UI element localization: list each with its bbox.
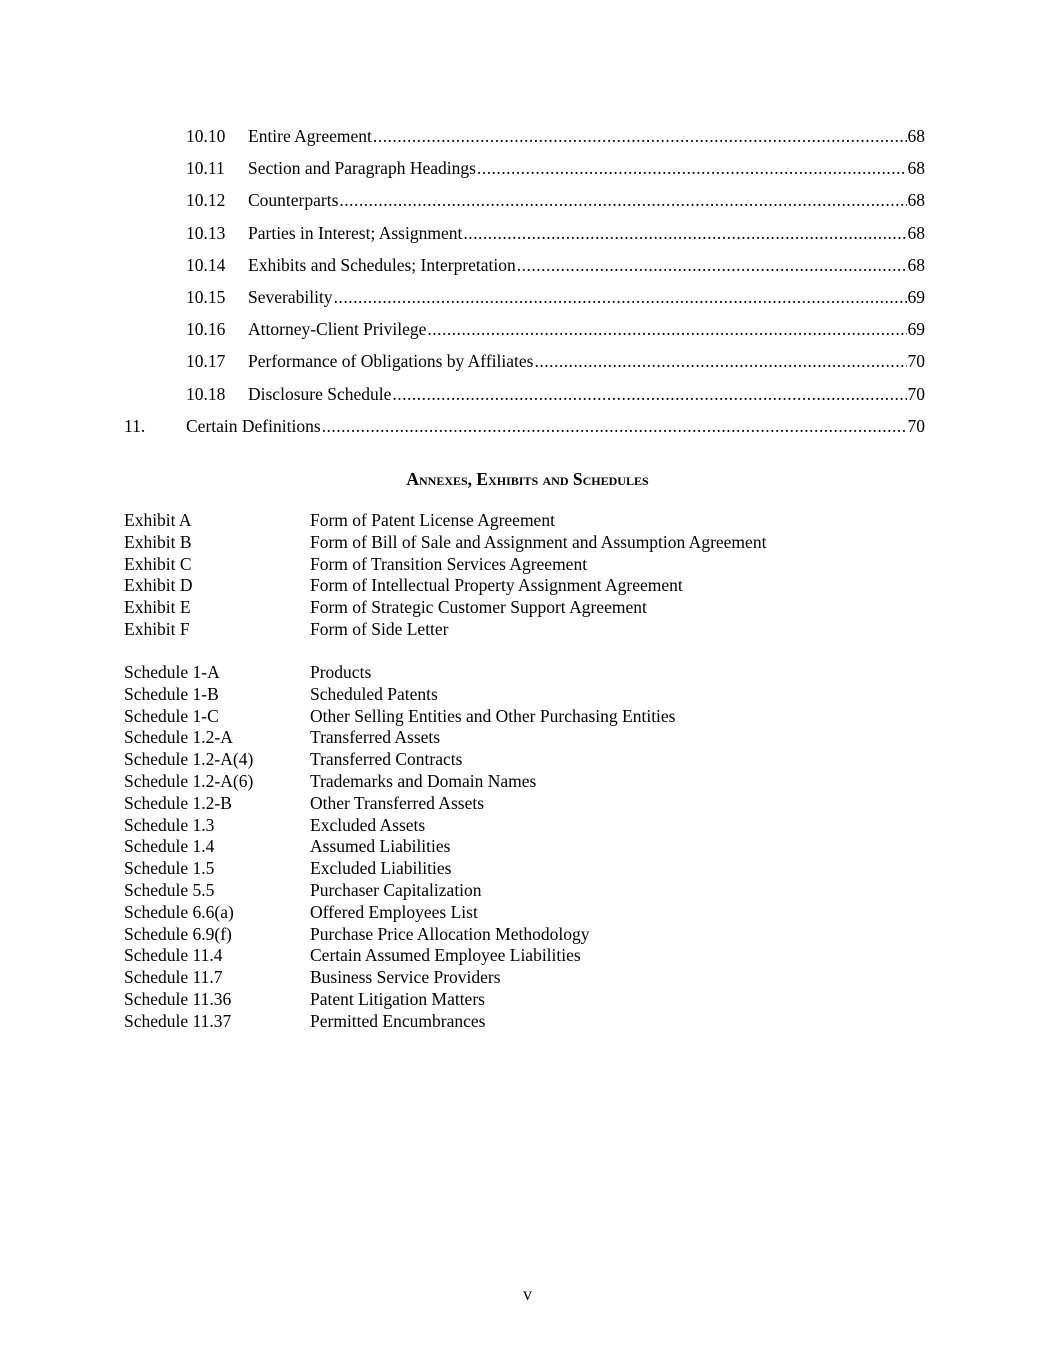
- toc-section-number: 11.: [124, 415, 146, 436]
- exhibit-row: [124, 597, 924, 619]
- toc-entry-number: 10.18: [186, 383, 226, 404]
- schedule-label: Schedule 1-A: [124, 662, 220, 682]
- toc-entry-page: 70: [907, 351, 925, 372]
- schedule-label: Schedule 1.3: [124, 814, 215, 835]
- exhibit-description: Form of Strategic Customer Support Agreement: [310, 597, 647, 618]
- schedule-description: Purchaser Capitalization: [310, 879, 482, 900]
- toc-entry-title: Disclosure Schedule: [248, 383, 392, 404]
- schedule-label: Schedule 11.37: [124, 1010, 232, 1031]
- dot-leader: [477, 152, 907, 184]
- schedule-description: Excluded Liabilities: [310, 858, 452, 879]
- schedule-label: Schedule 1.2-B: [124, 792, 232, 813]
- schedule-row: [124, 793, 924, 815]
- schedule-label: Schedule 11.4: [124, 945, 223, 966]
- toc-entry-number: 10.16: [186, 319, 226, 340]
- schedule-description: Assumed Liabilities: [310, 836, 451, 857]
- schedule-row: [124, 858, 924, 880]
- toc-entry-page: 69: [907, 286, 925, 307]
- toc-entry-page: 69: [907, 319, 925, 340]
- dot-leader: [373, 120, 907, 152]
- toc-entry-title: Entire Agreement: [248, 126, 372, 146]
- toc-entry-page: 68: [907, 126, 925, 146]
- schedule-row: [124, 749, 924, 771]
- schedule-label: Schedule 1-B: [124, 683, 219, 704]
- exhibit-description: Form of Patent License Agreement: [310, 510, 555, 530]
- toc-entry: [124, 217, 925, 249]
- exhibit-label: Exhibit D: [124, 575, 193, 596]
- toc-entry-number: 10.12: [186, 190, 226, 211]
- schedule-row: [124, 662, 924, 684]
- exhibit-row: [124, 532, 924, 554]
- dot-leader: [427, 313, 906, 345]
- toc-entry-number: 10.13: [186, 222, 226, 243]
- schedule-description: Offered Employees List: [310, 901, 478, 922]
- schedule-description: Patent Litigation Matters: [310, 988, 485, 1009]
- exhibit-description: Form of Bill of Sale and Assignment and Assumption Agreement: [310, 531, 767, 552]
- toc-entry: [124, 281, 925, 313]
- dot-leader: [534, 345, 906, 377]
- schedule-row: [124, 967, 924, 989]
- schedule-label: Schedule 1.2-A(6): [124, 770, 254, 791]
- schedule-list: [124, 662, 924, 1033]
- schedule-row: [124, 989, 924, 1011]
- toc-entry: [124, 120, 925, 152]
- annex-heading: Annexes, Exhibits and Schedules: [406, 469, 649, 489]
- dot-leader: [334, 281, 907, 313]
- toc-entry: [124, 378, 925, 410]
- schedule-label: Schedule 1.2-A: [124, 727, 233, 748]
- schedule-description: Scheduled Patents: [310, 683, 438, 704]
- schedule-row: [124, 815, 924, 837]
- schedule-description: Trademarks and Domain Names: [310, 770, 537, 791]
- exhibit-list: [124, 510, 924, 641]
- toc-entry: [124, 345, 925, 377]
- schedule-description: Permitted Encumbrances: [310, 1010, 486, 1031]
- table-of-contents: [124, 120, 925, 442]
- exhibit-row: [124, 554, 924, 576]
- toc-entry: [124, 249, 925, 281]
- toc-entry-page: 68: [907, 254, 925, 275]
- schedule-row: [124, 924, 924, 946]
- schedule-label: Schedule 1.4: [124, 836, 215, 857]
- schedule-label: Schedule 6.6(a): [124, 901, 234, 922]
- toc-entry: [124, 184, 925, 216]
- schedule-description: Business Service Providers: [310, 967, 501, 988]
- exhibit-label: Exhibit B: [124, 531, 192, 552]
- schedule-row: [124, 902, 924, 924]
- schedule-row: [124, 706, 924, 728]
- schedule-row: [124, 727, 924, 749]
- toc-entry-title: Counterparts: [248, 190, 339, 211]
- schedule-description: Certain Assumed Employee Liabilities: [310, 945, 581, 966]
- schedule-label: Schedule 1.2-A(4): [124, 749, 254, 770]
- toc-entry-page: 68: [907, 158, 925, 179]
- schedule-description: Other Transferred Assets: [310, 792, 485, 813]
- toc-entry-number: 10.10: [186, 126, 226, 146]
- exhibit-row: [124, 619, 924, 641]
- schedule-label: Schedule 11.7: [124, 967, 223, 988]
- toc-section-entry: [124, 410, 925, 442]
- exhibit-label: Exhibit E: [124, 597, 191, 618]
- dot-leader: [392, 378, 906, 410]
- schedule-description: Other Selling Entities and Other Purchasing Entities: [310, 705, 676, 726]
- schedule-row: [124, 684, 924, 706]
- exhibit-label: Exhibit F: [124, 618, 190, 639]
- toc-entry-number: 10.17: [186, 351, 226, 372]
- toc-entry-title: Attorney-Client Privilege: [248, 319, 427, 340]
- toc-entry-page: 68: [907, 190, 925, 211]
- schedule-row: [124, 771, 924, 793]
- toc-entry-page: 70: [907, 383, 925, 404]
- schedule-label: Schedule 5.5: [124, 879, 215, 900]
- schedule-label: Schedule 11.36: [124, 988, 232, 1009]
- schedule-description: Transferred Assets: [310, 727, 441, 748]
- dot-leader: [463, 217, 906, 249]
- toc-entry-number: 10.14: [186, 254, 226, 275]
- toc-entry-number: 10.11: [186, 158, 225, 179]
- dot-leader: [339, 184, 906, 216]
- exhibit-label: Exhibit C: [124, 553, 192, 574]
- toc-entry-title: Section and Paragraph Headings: [248, 158, 476, 179]
- toc-entry: [124, 152, 925, 184]
- schedule-row: [124, 945, 924, 967]
- schedule-row: [124, 836, 924, 858]
- schedule-label: Schedule 1-C: [124, 705, 219, 726]
- dot-leader: [517, 249, 907, 281]
- schedule-description: Products: [310, 662, 372, 682]
- toc-entry-title: Exhibits and Schedules; Interpretation: [248, 254, 516, 275]
- dot-leader: [322, 410, 907, 442]
- schedule-label: Schedule 6.9(f): [124, 923, 232, 944]
- page-number: v: [523, 1284, 532, 1304]
- exhibit-description: Form of Intellectual Property Assignment Agreement: [310, 575, 683, 596]
- schedule-label: Schedule 1.5: [124, 858, 215, 879]
- toc-section-title: Certain Definitions: [186, 415, 321, 436]
- toc-entry: [124, 313, 925, 345]
- schedule-description: Excluded Assets: [310, 814, 426, 835]
- toc-entry-title: Parties in Interest; Assignment: [248, 222, 463, 243]
- exhibit-description: Form of Transition Services Agreement: [310, 553, 588, 574]
- schedule-row: [124, 880, 924, 902]
- toc-entry-title: Severability: [248, 286, 333, 307]
- schedule-row: [124, 1011, 924, 1033]
- schedule-description: Transferred Contracts: [310, 749, 463, 770]
- exhibit-label: Exhibit A: [124, 510, 192, 530]
- toc-entry-number: 10.15: [186, 286, 226, 307]
- exhibit-row: [124, 575, 924, 597]
- schedule-description: Purchase Price Allocation Methodology: [310, 923, 590, 944]
- toc-entry-title: Performance of Obligations by Affiliates: [248, 351, 534, 372]
- toc-entry-page: 68: [907, 222, 925, 243]
- toc-section-page: 70: [907, 415, 925, 436]
- exhibit-row: [124, 510, 924, 532]
- exhibit-description: Form of Side Letter: [310, 618, 449, 639]
